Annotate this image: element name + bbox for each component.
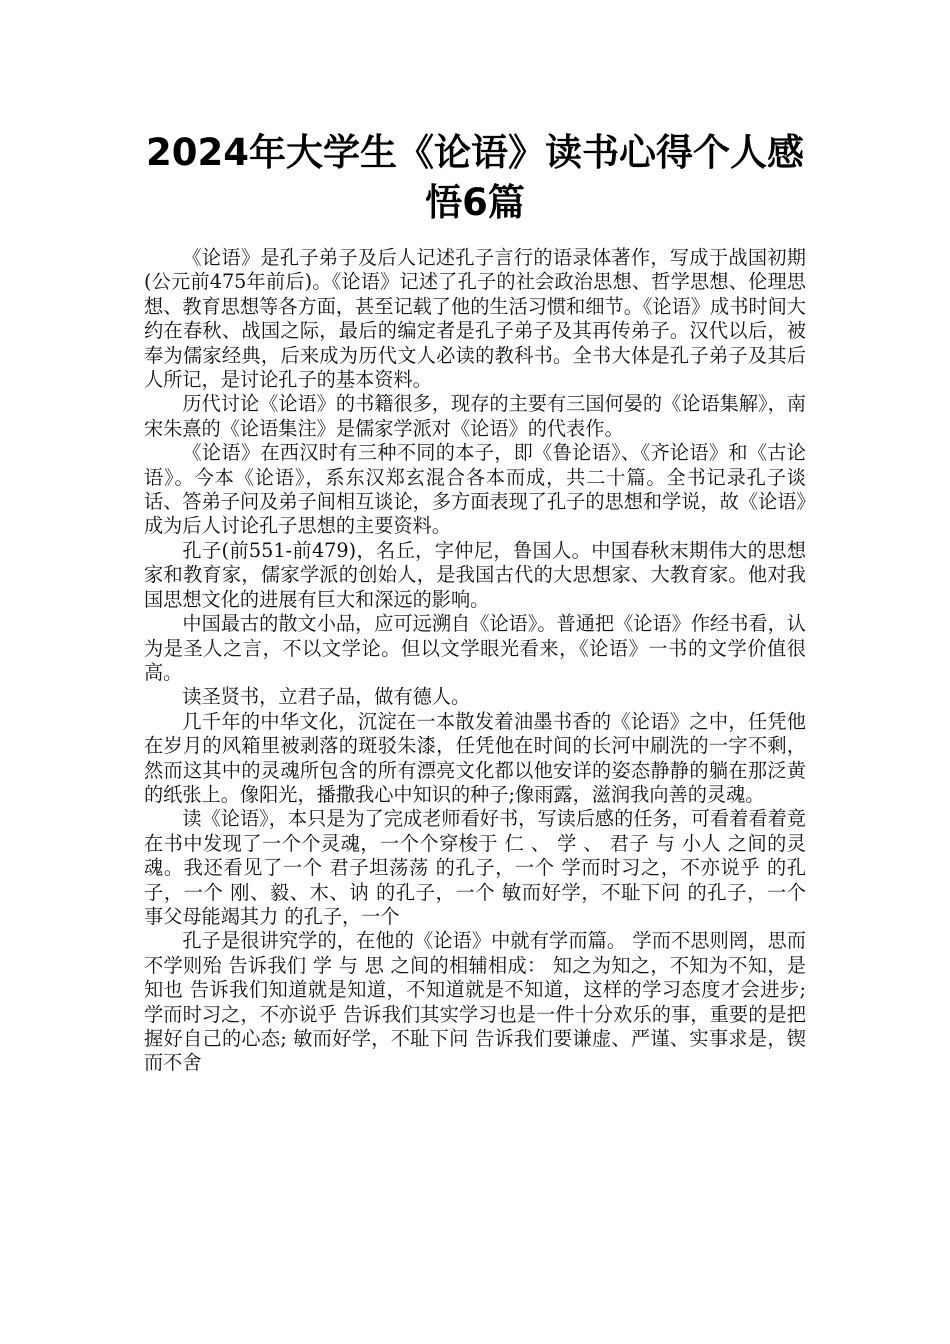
document-body xyxy=(144,246,806,1076)
paragraph: 孔子(前551-前479)，名丘，字仲尼，鲁国人。中国春秋末期伟大的思想家和教育家，儒家学派的创始人，是我国古代的大思想家、大教育家。他对我国思想文化的进展有巨大和深远的影响。 xyxy=(144,538,806,611)
paragraph: 孔子是很讲究学的，在他的《论语》中就有学而篇。 学而不思则罔，思而不学则殆 告诉我们 学 与 思 之间的相辅相成： 知之为知之，不知为不知，是知也 告诉我们知道就是知道，不知道就是不知道，这样的学习态度才会进步; 学而时习之，不亦说乎 告诉我们其实学习也是一件十分欢乐的事，重要的是把握好自己的心态; 敏而好学，不耻下问 告诉我们要谦虚、严谨、实事求是，锲而不舍 xyxy=(144,929,806,1075)
document-title xyxy=(120,128,830,228)
paragraph: 《论语》在西汉时有三种不同的本子，即《鲁论语》、《齐论语》和《古论语》。今本《论语》，系东汉郑玄混合各本而成，共二十篇。全书记录孔子谈话、答弟子问及弟子间相互谈论，多方面表现了孔子的思想和学说，故《论语》成为后人讨论孔子思想的主要资料。 xyxy=(144,441,806,538)
paragraph: 几千年的中华文化，沉淀在一本散发着油墨书香的《论语》之中，任凭他在岁月的风箱里被剥落的斑驳朱漆，任凭他在时间的长河中刷洗的一字不剩，然而这其中的灵魂所包含的所有漂亮文化都以他安详的姿态静静的躺在那泛黄的纸张上。像阳光，播撒我心中知识的种子;像雨露，滋润我向善的灵魂。 xyxy=(144,709,806,806)
title-line-2: 悟6篇 xyxy=(425,181,525,224)
paragraph: 历代讨论《论语》的书籍很多，现存的主要有三国何晏的《论语集解》，南宋朱熹的《论语集注》是儒家学派对《论语》的代表作。 xyxy=(144,392,806,440)
paragraph: 读圣贤书，立君子品，做有德人。 xyxy=(182,685,471,709)
paragraph: 中国最古的散文小品，应可远溯自《论语》。普通把《论语》作经书看，认为是圣人之言，不以文学论。但以文学眼光看来，《论语》一书的文学价值很高。 xyxy=(144,612,806,684)
title-line-1: 2024年大学生《论语》读书心得个人感 xyxy=(146,131,804,174)
paragraph: 《论语》是孔子弟子及后人记述孔子言行的语录体著作，写成于战国初期(公元前475年前后)。《论语》记述了孔子的社会政治思想、哲学思想、伦理思想、教育思想等各方面，甚至记载了他的生活习惯和细节。《论语》成书时间大约在春秋、战国之际，最后的编定者是孔子弟子及其再传弟子。汉代以后，被奉为儒家经典，后来成为历代文人必读的教科书。全书大体是孔子弟子及其后人所记，是讨论孔子的基本资料。 xyxy=(144,246,806,392)
paragraph: 读《论语》，本只是为了完成老师看好书，写读后感的任务，可看着看着竟在书中发现了一个个灵魂，一个个穿梭于 仁 、 学 、 君子 与 小人 之间的灵魂。我还看见了一个 君子坦荡荡 的孔子，一个 学而时习之，不亦说乎 的孔子，一个 刚、毅、木、讷 的孔子，一个 敏而好学，不耻下问 的孔子，一个 事父母能竭其力 的孔子，一个 xyxy=(144,807,806,928)
